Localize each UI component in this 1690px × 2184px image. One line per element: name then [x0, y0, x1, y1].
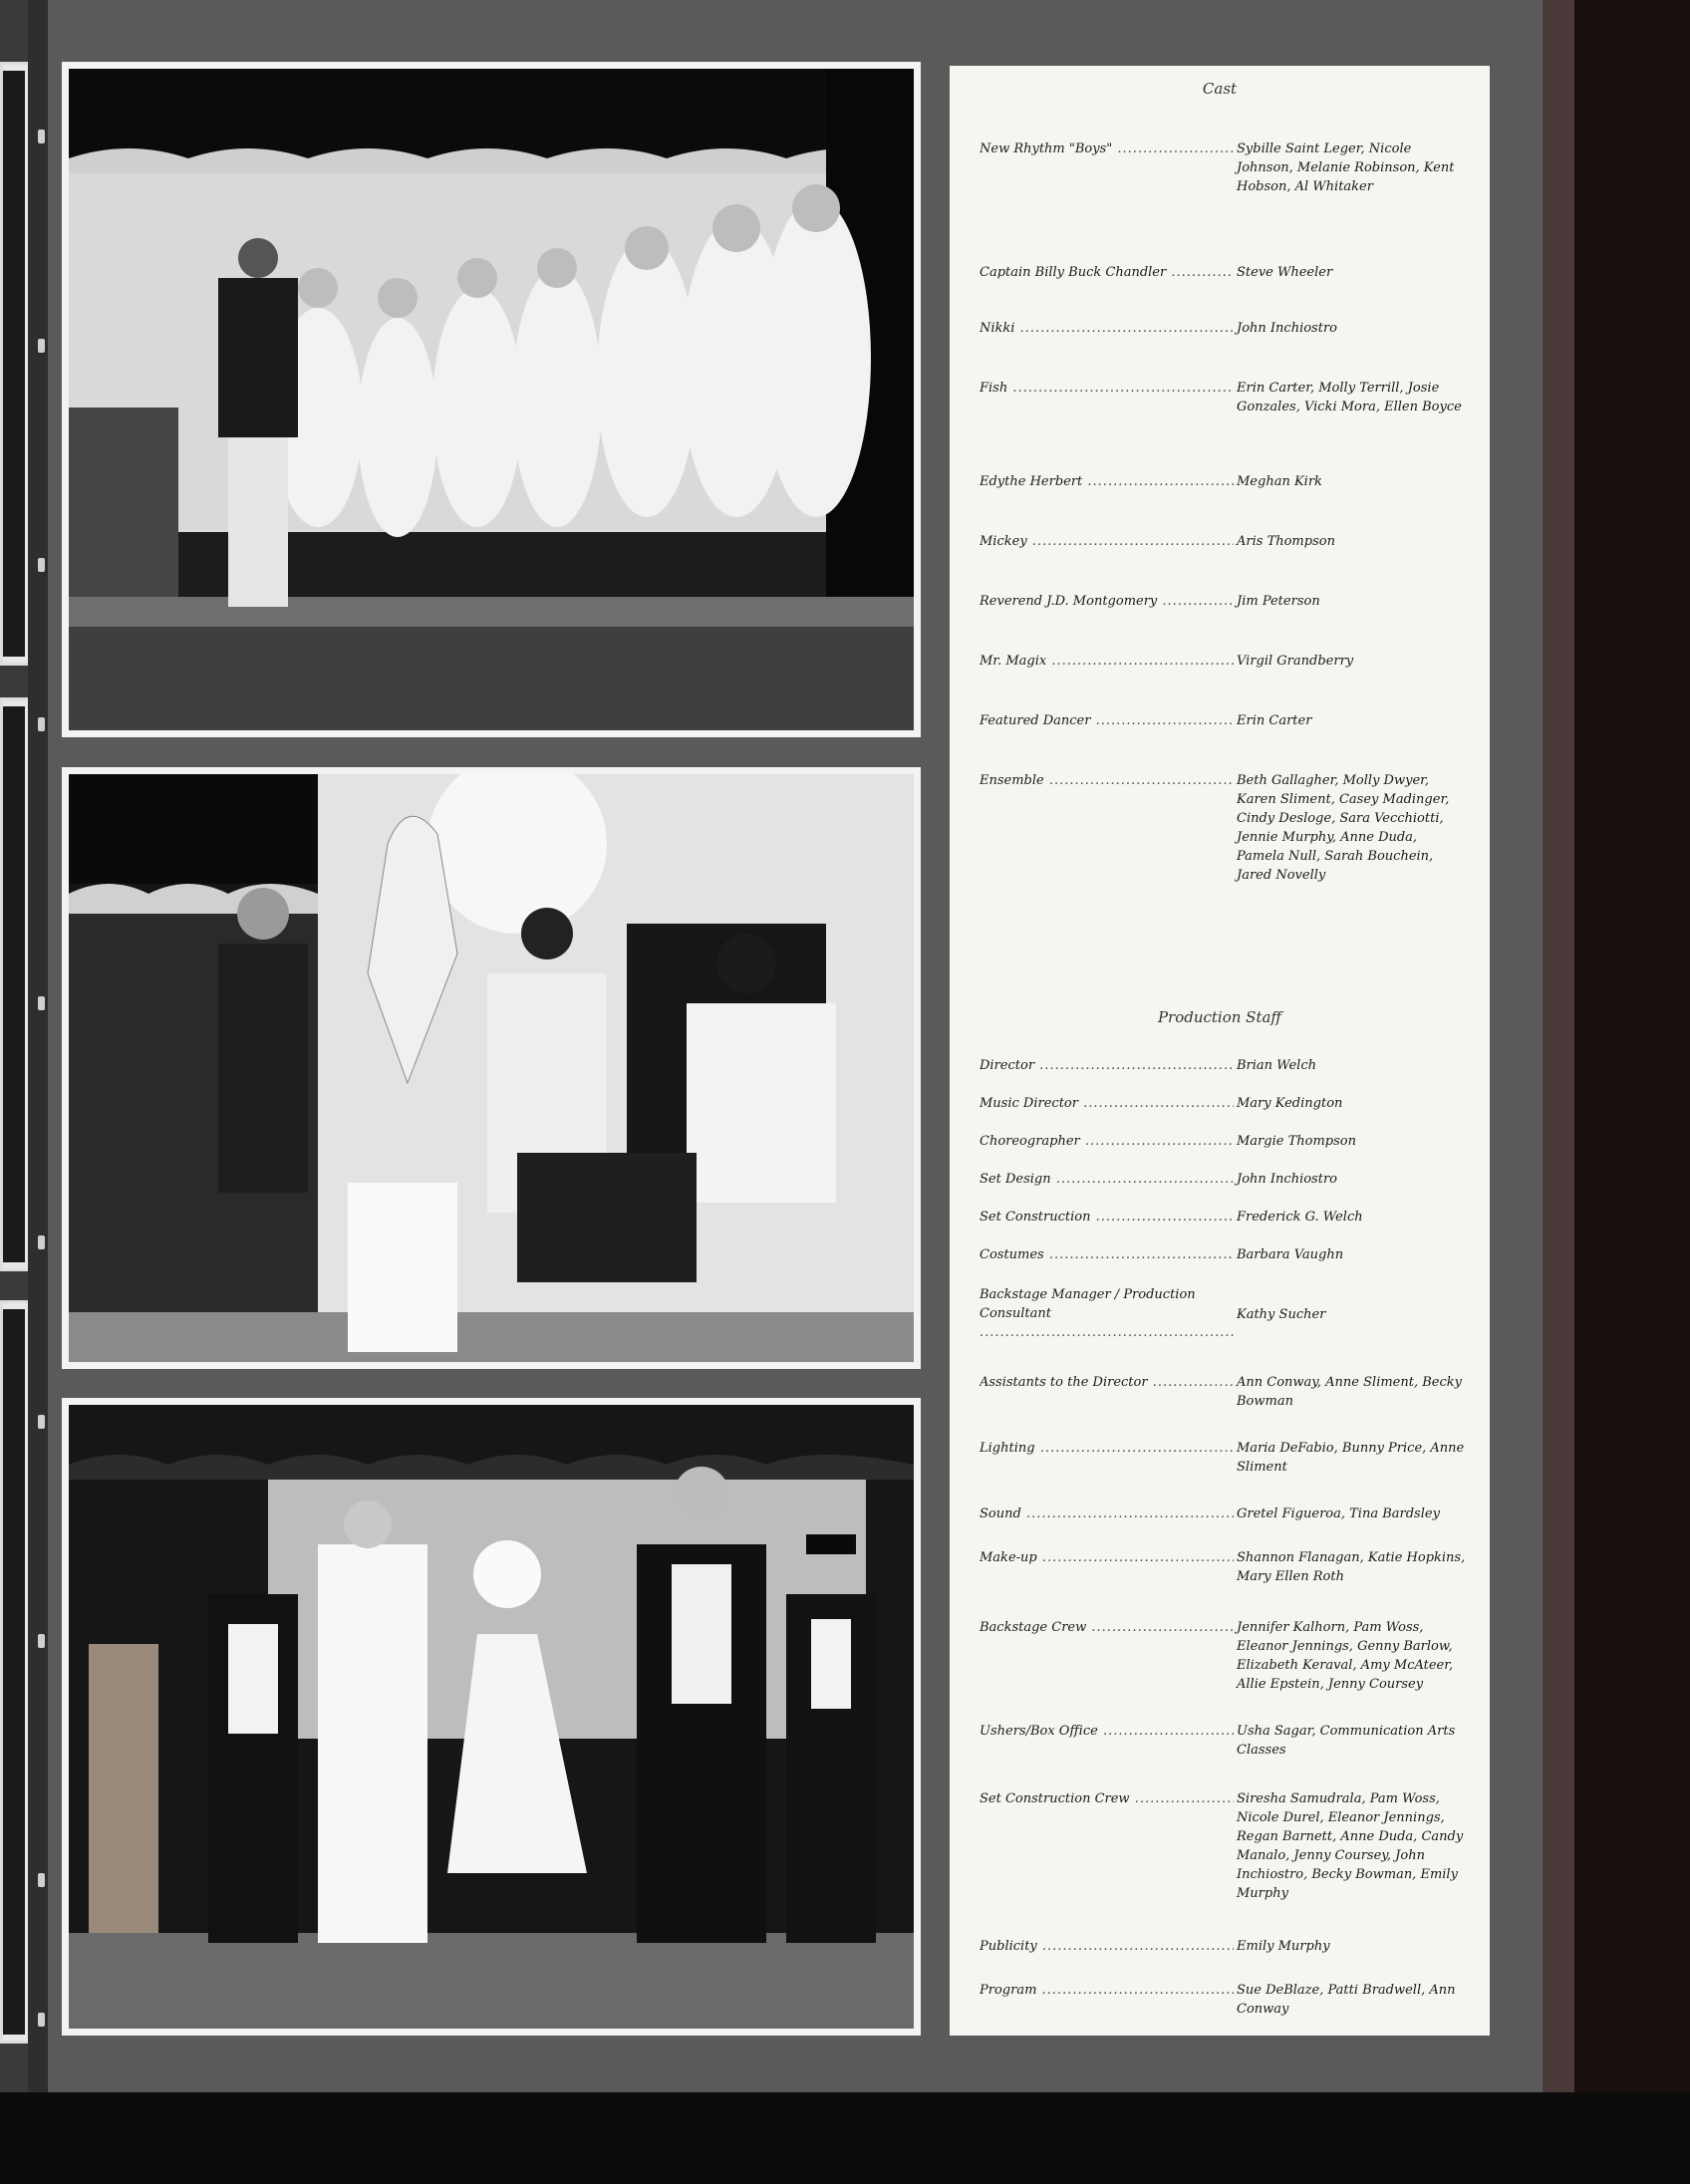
cast-role: Nikki ..... [980, 319, 1234, 338]
staff-row [980, 1285, 1468, 1325]
staff-names: Mary Kedington [1237, 1096, 1343, 1111]
staff-role: Program ..... [980, 1981, 1234, 2000]
staff-role: Publicity ..... [980, 1937, 1234, 1956]
cast-names: Steve Wheeler [1237, 265, 1333, 280]
cast-names: Meghan Kirk [1237, 474, 1322, 489]
staff-role: Costumes ..... [980, 1245, 1234, 1264]
staff-role: Make-up ..... [980, 1548, 1234, 1567]
staff-role: Assistants to the Director ..... [980, 1373, 1234, 1392]
staff-names: Margie Thompson [1237, 1134, 1356, 1149]
cast-role: Captain Billy Buck Chandler ..... [980, 263, 1234, 282]
binding-hole [38, 1415, 45, 1429]
staff-role: Set Design ..... [980, 1170, 1234, 1189]
cast-role: Fish ..... [980, 379, 1234, 398]
staff-names: Ann Conway, Anne Sliment, Becky Bowman [1237, 1375, 1462, 1409]
staff-names: Brian Welch [1237, 1058, 1316, 1073]
cast-role: Ensemble ..... [980, 771, 1234, 790]
book-cover-edge [1543, 0, 1690, 2092]
staff-names: Usha Sagar, Communication Arts Classes [1237, 1724, 1456, 1758]
cast-names: Erin Carter [1237, 713, 1312, 728]
staff-names: Kathy Sucher [1237, 1307, 1326, 1322]
cast-names: Erin Carter, Molly Terrill, Josie Gonzales, Vicki Mora, Ellen Boyce [1237, 381, 1462, 414]
binding-hole [38, 1873, 45, 1887]
cast-names: John Inchiostro [1237, 321, 1337, 336]
binding-hole [38, 339, 45, 353]
staff-role: Lighting ..... [980, 1439, 1234, 1458]
stage-photo-finale [62, 1398, 921, 2036]
staff-names: Sue DeBlaze, Patti Bradwell, Ann Conway [1237, 1983, 1456, 2017]
stage-photo-shoeshine [62, 767, 921, 1369]
cast-names: Jim Peterson [1237, 594, 1320, 609]
staff-names: Emily Murphy [1237, 1939, 1330, 1954]
cast-role: New Rhythm "Boys" ..... [980, 139, 1234, 158]
staff-names: Gretel Figueroa, Tina Bardsley [1237, 1506, 1440, 1521]
staff-role: Sound ..... [980, 1504, 1234, 1523]
staff-names: Siresha Samudrala, Pam Woss, Nicole Durel, Eleanor Jennings, Regan Barnett, Anne Duda, Candy Manalo, Jenny Coursey, John Inchiostro, Becky Bowman, Emily Murphy [1237, 1791, 1464, 1901]
binding-hole [38, 1634, 45, 1648]
binding-hole [38, 996, 45, 1010]
cast-names: Sybille Saint Leger, Nicole Johnson, Melanie Robinson, Kent Hobson, Al Whitaker [1237, 141, 1455, 194]
binding-hole [38, 130, 45, 143]
staff-role: Director ..... [980, 1056, 1234, 1075]
staff-role: Choreographer ..... [980, 1132, 1234, 1151]
cast-names: Virgil Grandberry [1237, 654, 1354, 669]
cast-role: Featured Dancer ..... [980, 711, 1234, 730]
scan-bottom-margin [0, 2092, 1690, 2184]
staff-names: John Inchiostro [1237, 1172, 1337, 1187]
staff-role: Music Director ..... [980, 1094, 1234, 1113]
staff-role: Set Construction ..... [980, 1208, 1234, 1227]
staff-role: Ushers/Box Office ..... [980, 1722, 1234, 1741]
production-staff-heading: Production Staff [1157, 1008, 1282, 1026]
staff-role: Backstage Crew ..... [980, 1618, 1234, 1637]
cast-role: Mr. Magix ..... [980, 652, 1234, 671]
staff-role: Backstage Manager / Production Consultant ..... [980, 1285, 1234, 1342]
binding-hole [38, 717, 45, 731]
cast-names: Aris Thompson [1237, 534, 1335, 549]
binding-hole [38, 2013, 45, 2027]
staff-names: Barbara Vaughn [1237, 1247, 1344, 1262]
binding-hole [38, 1235, 45, 1249]
cast-role: Edythe Herbert ..... [980, 472, 1234, 491]
stage-photo-dancers [62, 62, 921, 737]
staff-names: Shannon Flanagan, Katie Hopkins, Mary Ellen Roth [1237, 1550, 1466, 1584]
cast-heading: Cast [1202, 80, 1238, 98]
binding-hole [38, 558, 45, 572]
cast-role: Mickey ..... [980, 532, 1234, 551]
cast-role: Reverend J.D. Montgomery ..... [980, 592, 1234, 611]
staff-role: Set Construction Crew ..... [980, 1789, 1234, 1808]
binding-gutter [28, 0, 48, 2092]
credits-panel [950, 66, 1490, 2036]
staff-names: Jennifer Kalhorn, Pam Woss, Eleanor Jennings, Genny Barlow, Elizabeth Keraval, Amy McAteer, Allie Epstein, Jenny Coursey [1237, 1620, 1454, 1692]
staff-names: Frederick G. Welch [1237, 1210, 1363, 1225]
cast-names: Beth Gallagher, Molly Dwyer, Karen Sliment, Casey Madinger, Cindy Desloge, Sara Vecchiotti, Jennie Murphy, Anne Duda, Pamela Null, Sarah Bouchein, Jared Novelly [1237, 773, 1450, 883]
staff-names: Maria DeFabio, Bunny Price, Anne Sliment [1237, 1441, 1465, 1475]
